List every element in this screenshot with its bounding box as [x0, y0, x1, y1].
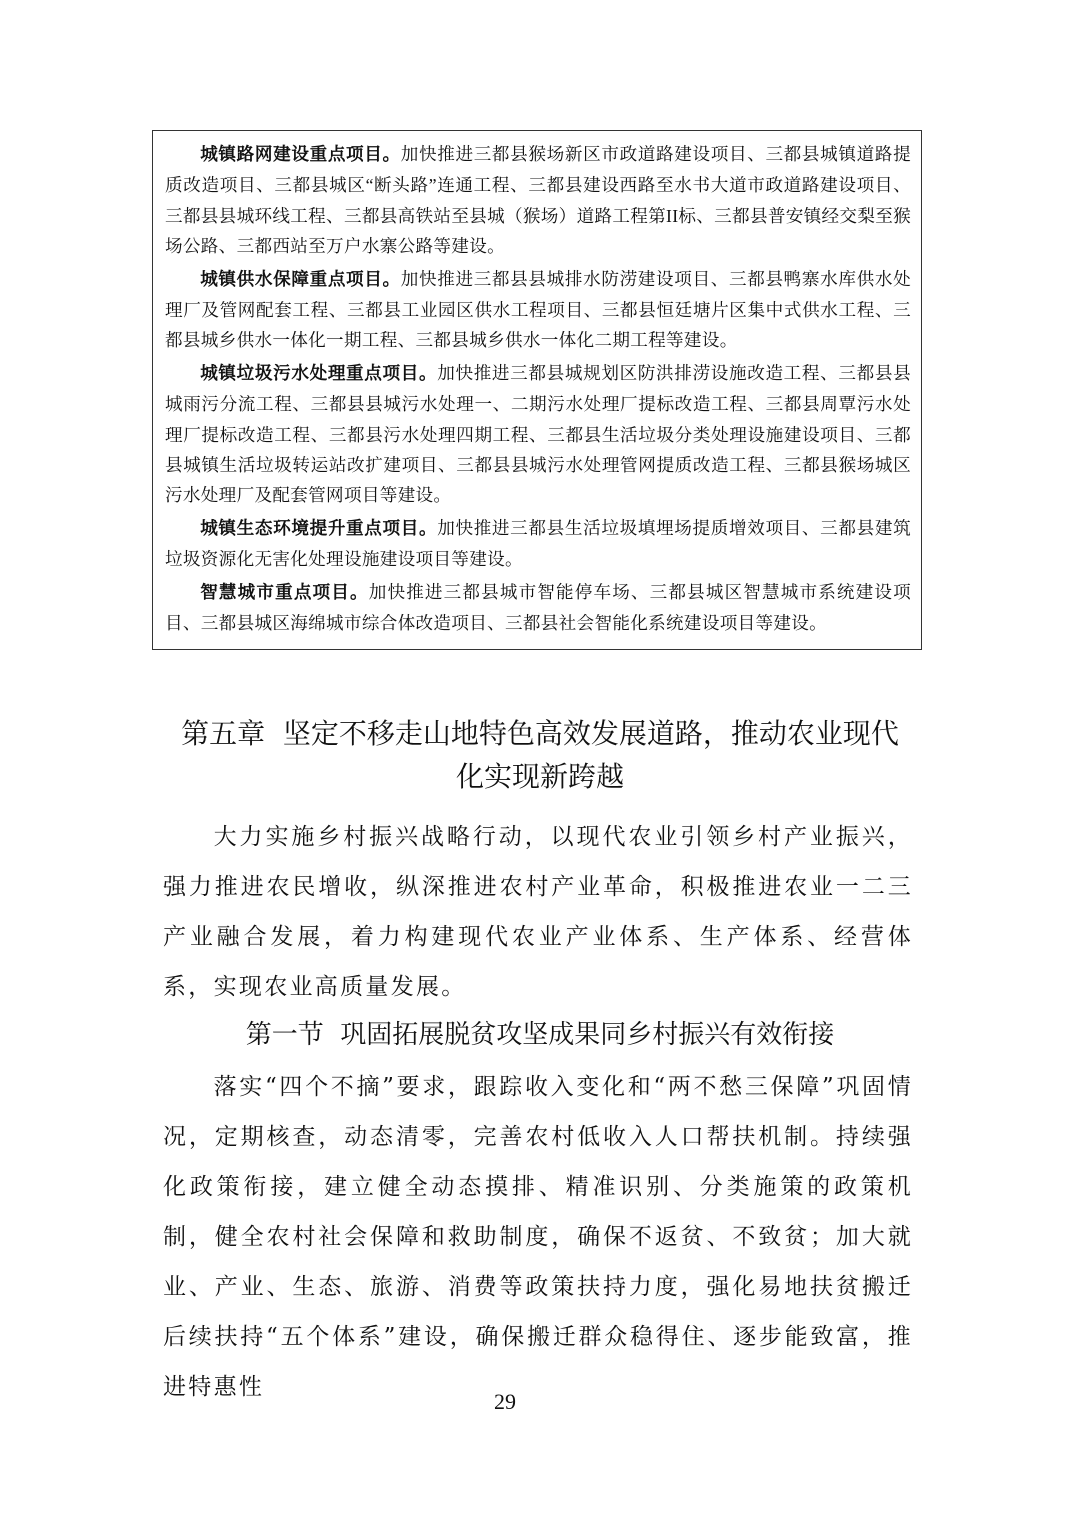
box-text: 加快推进三都县猴场新区市政道路建设项目、三都县城镇道路提质改造项目、三都县城区“断头路”连通工程、三都县建设西路至水书大道市政道路建设项目、三都县县城环线工程、三都县高铁站至县城（猴场）道路工程第II标、三都县普安镇经交梨至猴场公路、三都西站至万户水寨公路等建设。 [165, 144, 911, 257]
box-paragraph-ecology [165, 513, 911, 575]
box-heading: 城镇路网建设重点项目。 [200, 145, 401, 165]
chapter-title [160, 712, 920, 798]
box-text: 加快推进三都县生活垃圾填埋场提质增效项目、三都县建筑垃圾资源化无害化处理设施建设项目等建设。 [165, 517, 911, 570]
chapter-title-line-2: 化实现新跨越 [455, 760, 624, 793]
box-paragraph-smart-city [165, 577, 911, 639]
box-text: 加快推进三都县县城排水防涝建设项目、三都县鸭寨水库供水处理厂及管网配套工程、三都县工业园区供水工程项目、三都县恒廷塘片区集中式供水工程、三都县城乡供水一体化一期工程、三都县城乡供水一体化二期工程等建设。 [165, 268, 911, 351]
box-paragraph-road-network [165, 139, 911, 262]
chapter-title-line-1: 第五章 坚定不移走山地特色高效发展道路，推动农业现代 [181, 717, 899, 750]
section-title-text: 第一节 巩固拓展脱贫攻坚成果同乡村振兴有效衔接 [245, 1020, 835, 1050]
box-paragraph-water-supply [165, 264, 911, 356]
box-text: 加快推进三都县城市智能停车场、三都县城区智慧城市系统建设项目、三都县城区海绵城市综合体改造项目、三都县社会智能化系统建设项目等建设。 [165, 581, 912, 634]
box-heading: 城镇生态环境提升重点项目。 [200, 518, 438, 539]
key-projects-box [152, 130, 922, 650]
chapter-intro-paragraph: 大力实施乡村振兴战略行动，以现代农业引领乡村产业振兴，强力推进农民增收，纵深推进农村产业革命，积极推进农业一二三产业融合发展，着力构建现代农业产业体系、生产体系、经营体系，实现农业高质量发展。 [163, 824, 913, 1000]
section-body-paragraph: 落实“四个不摘”要求，跟踪收入变化和“两不愁三保障”巩固情况，定期核查，动态清零，完善农村低收入人口帮扶机制。持续强化政策衔接，建立健全动态摸排、精准识别、分类施策的政策机制，健全农村社会保障和救助制度，确保不返贫、不致贫；加大就业、产业、生态、旅游、消费等政策扶持力度，强化易地扶贫搬迁后续扶持“五个体系”建设，确保搬迁群众稳得住、逐步能致富，推进特惠性 [163, 1074, 913, 1400]
box-heading: 城镇垃圾污水处理重点项目。 [200, 363, 438, 384]
box-paragraph-waste-sewage [165, 358, 911, 511]
section-title [160, 1012, 920, 1058]
box-heading: 城镇供水保障重点项目。 [200, 269, 401, 290]
box-text: 加快推进三都县城规划区防洪排涝设施改造工程、三都县县城雨污分流工程、三都县县城污水处理一、二期污水处理厂提标改造工程、三都县周覃污水处理厂提标改造工程、三都县污水处理四期工程、三都县生活垃圾分类处理设施建设项目、三都县城镇生活垃圾转运站改扩建项目、三都县县城污水处理管网提质改造工程、三都县猴场城区污水处理厂及配套管网项目等建设。 [165, 362, 911, 506]
page-number: 29 [494, 1389, 516, 1414]
box-heading: 智慧城市重点项目。 [200, 582, 369, 603]
